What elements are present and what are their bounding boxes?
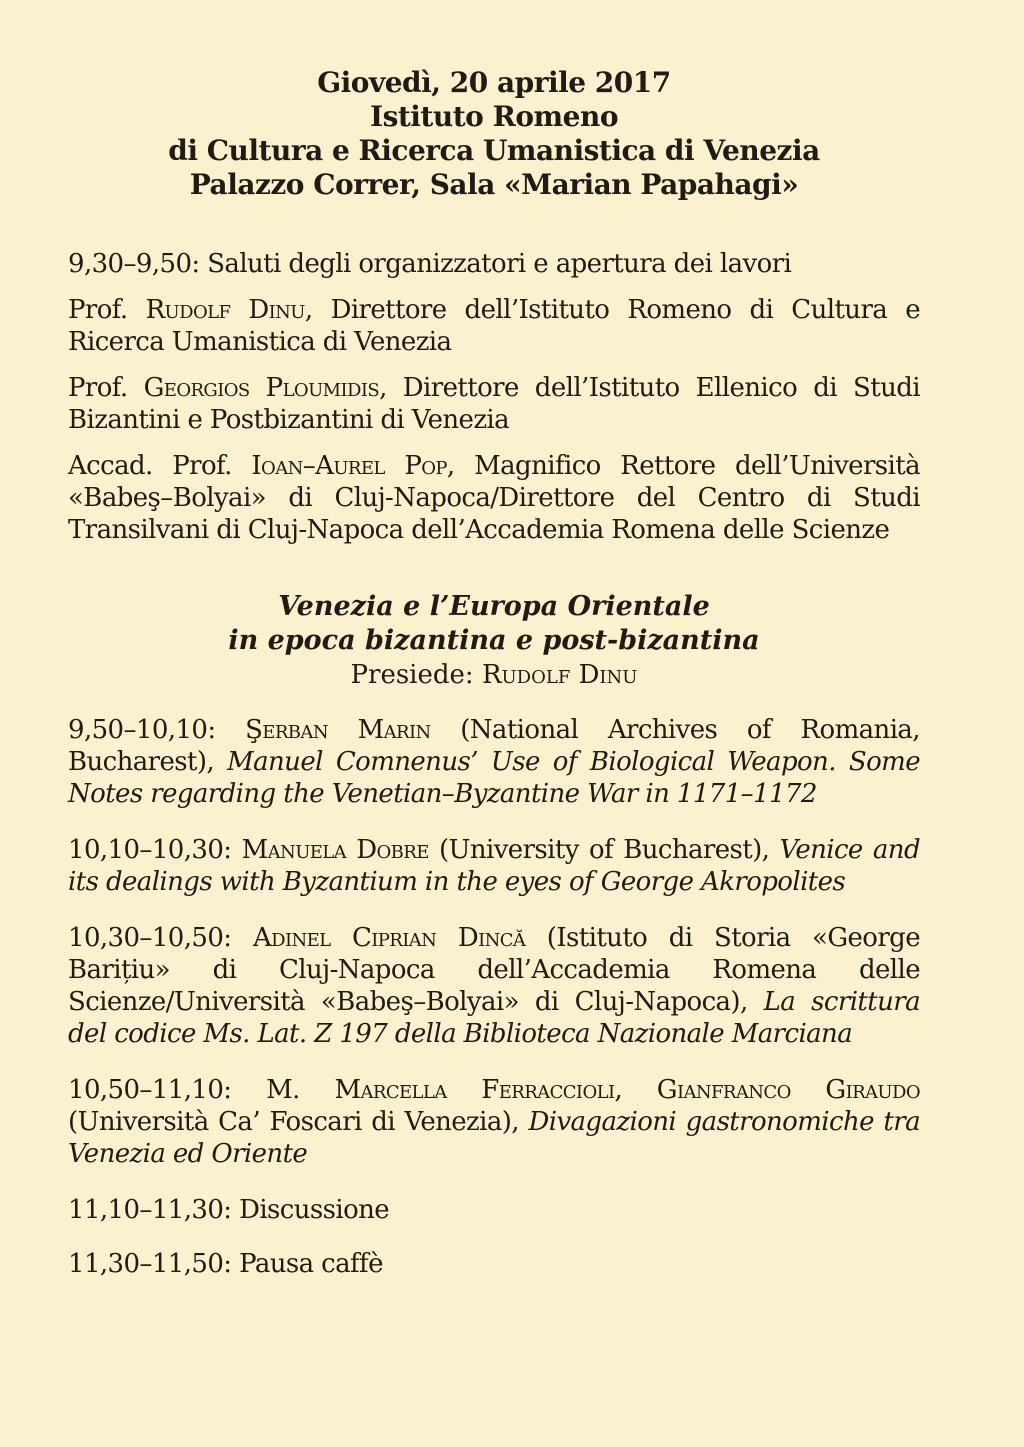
schedule-item-discussion xyxy=(68,1194,920,1226)
talk-time: 10,30–10,50: xyxy=(68,923,253,953)
talk-affiliation: (Istituto di Storia «George Barițiu» di Cluj-Napoca dell’Accademia Romena delle Scienze/Università «Babeş–Bolyai» di Cluj-Napoca), xyxy=(68,923,921,1017)
speaker-entry-georgios-ploumidis xyxy=(68,372,920,436)
talk-affiliation: (National Archives of Romania, Bucharest), xyxy=(68,715,920,777)
talk-speaker-name: Adinel Ciprian Dincă xyxy=(252,923,526,953)
speaker-title-prefix: Accad. Prof. xyxy=(68,451,252,481)
session-chair xyxy=(68,658,920,692)
talk-entry-ferraccioli-giraudo xyxy=(68,1074,920,1170)
session-title-line-2: in epoca bizantina e post-bizantina xyxy=(228,625,760,656)
talk-speaker-name: Şerban Marin xyxy=(245,715,431,745)
talk-time: 10,10–10,30: xyxy=(68,835,242,865)
opening-item xyxy=(68,248,920,280)
talk-entry-adinel-ciprian-dinca xyxy=(68,922,920,1050)
speaker-entry-ioan-aurel-pop xyxy=(68,450,920,546)
speaker-role: , Magnifico Rettore dell’Università «Babeş–Bolyai» di Cluj-Napoca/Direttore del Centro di Studi Transilvani di Cluj-Napoca dell’Accademia Romena delle Scienze xyxy=(68,451,920,545)
schedule-item-text: 11,10–11,30: Discussione xyxy=(68,1195,390,1225)
speaker-name: Ioan–Aurel Pop xyxy=(251,451,447,481)
talk-speaker-name: Manuela Dobre xyxy=(241,835,429,865)
schedule-item-text: 11,30–11,50: Pausa caffè xyxy=(68,1249,383,1279)
talk-title: Venice and its dealings with Byzantium in the eyes of George Akropolites xyxy=(68,835,920,897)
talk-entry-manuela-dobre xyxy=(68,834,920,898)
event-date: Giovedì, 20 aprile 2017 xyxy=(317,66,671,99)
speaker-name: Georgios Ploumidis xyxy=(143,373,380,403)
schedule-item-coffee-break xyxy=(68,1248,920,1280)
speaker-role: , Direttore dell’Istituto Romeno di Cultura e Ricerca Umanistica di Venezia xyxy=(68,295,920,357)
speaker-role: , Direttore dell’Istituto Ellenico di Studi Bizantini e Postbizantini di Venezia xyxy=(68,373,920,435)
talk-affiliation: (Università Ca’ Foscari di Venezia), xyxy=(68,1107,529,1137)
speaker-name: Rudolf Dinu xyxy=(145,295,305,325)
talk-title: Manuel Comnenus’ Use of Biological Weapon. Some Notes regarding the Venetian–Byzantine War in 1171–1172 xyxy=(68,747,920,809)
opening-item-text: 9,30–9,50: Saluti degli organizzatori e apertura dei lavori xyxy=(68,249,792,279)
talk-title: La scrittura del codice Ms. Lat. Z 197 della Biblioteca Nazionale Marciana xyxy=(68,987,920,1049)
session-chair-name: Rudolf Dinu xyxy=(481,660,638,690)
event-institution-line-2: di Cultura e Ricerca Umanistica di Venezia xyxy=(168,134,820,167)
speaker-title-prefix: Prof. xyxy=(68,373,144,403)
talk-entry-serban-marin xyxy=(68,714,920,810)
speaker-entry-rudolf-dinu xyxy=(68,294,920,358)
talk-title: Divagazioni gastronomiche tra Venezia ed Oriente xyxy=(68,1107,920,1169)
event-institution-line-1: Istituto Romeno xyxy=(370,100,618,133)
talk-affiliation: (University of Bucharest), xyxy=(428,835,780,865)
talk-time: 9,50–10,10: xyxy=(68,715,246,745)
session-title-line-1: Venezia e l’Europa Orientale xyxy=(278,591,710,622)
session-heading xyxy=(68,590,920,692)
event-header xyxy=(68,66,920,202)
page-content xyxy=(68,0,920,1280)
speaker-title-prefix: Prof. xyxy=(68,295,146,325)
talk-time: 10,50–11,10: xyxy=(68,1075,267,1105)
event-venue: Palazzo Correr, Sala «Marian Papahagi» xyxy=(189,168,799,201)
session-chair-label: Presiede: xyxy=(350,660,482,690)
talk-speaker-name: M. Marcella Ferraccioli, Gianfranco Giraudo xyxy=(266,1075,920,1105)
